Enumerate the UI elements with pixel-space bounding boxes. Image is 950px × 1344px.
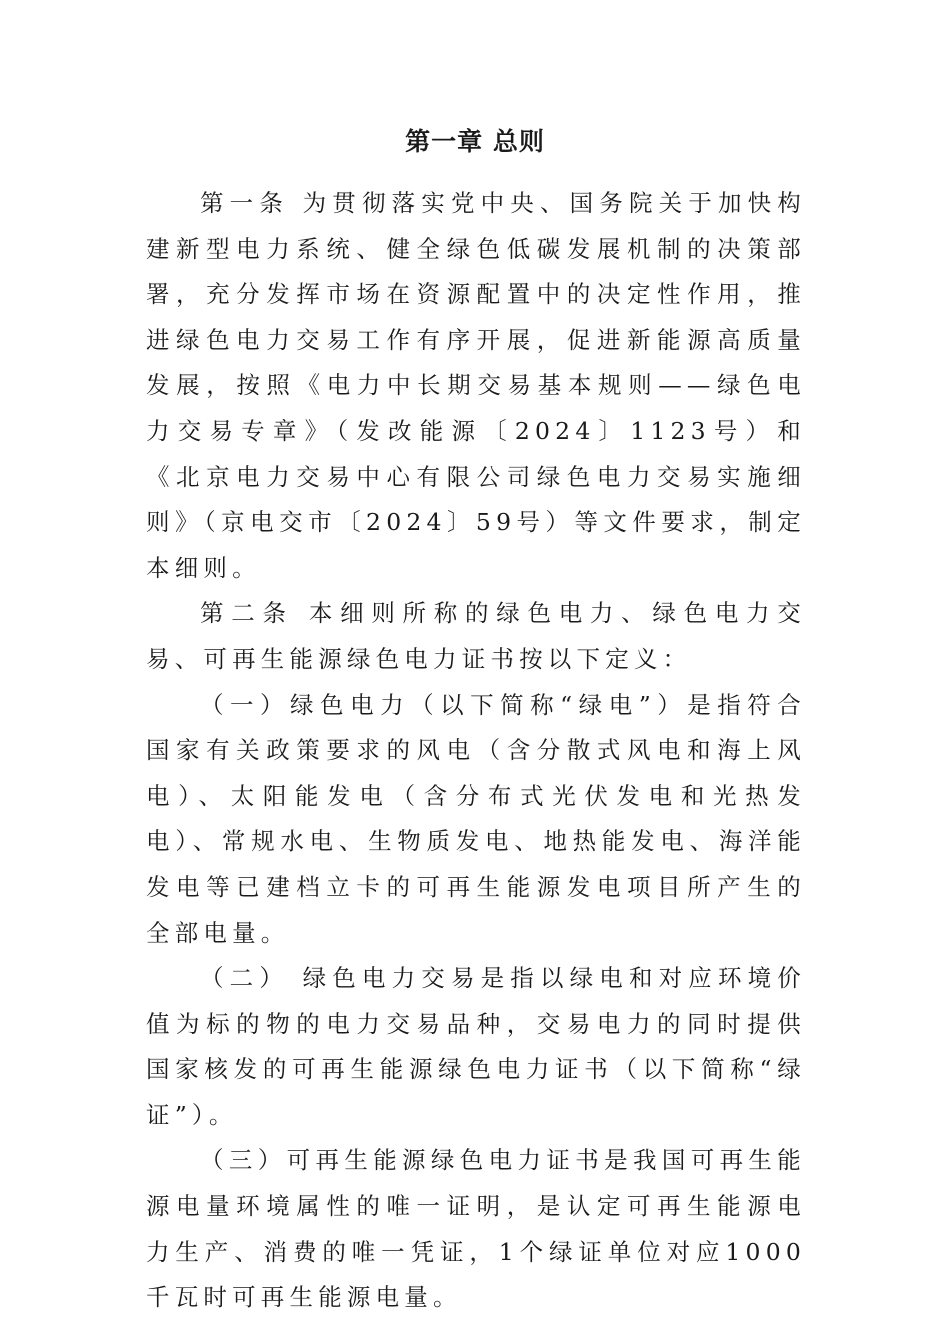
definition-green-electricity: （一）绿色电力（以下简称“绿电”）是指符合国家有关政策要求的风电（含分散式风电和海上风电）、太阳能发电（含分布式光伏发电和光热发电）、常规水电、生物质发电、地热能发电、海洋能发电等已建档立卡的可再生能源发电项目所产生的全部电量。	[146, 690, 806, 947]
chapter-title: 第一章 总则	[405, 127, 545, 156]
definition-green-certificate: （三）可再生能源绿色电力证书是我国可再生能源电量环境属性的唯一证明，是认定可再生能源电力生产、消费的唯一凭证，1个绿证单位对应1000千瓦时可再生能源电量。	[146, 1146, 806, 1312]
article-1-paragraph: 第一条 为贯彻落实党中央、国务院关于加快构建新型电力系统、健全绿色低碳发展机制的决策部署，充分发挥市场在资源配置中的决定性作用，推进绿色电力交易工作有序开展，促进新能源高质量发展，按照《电力中长期交易基本规则——绿色电力交易专章》（发改能源〔2024〕1123号）和《北京电力交易中心有限公司绿色电力交易实施细则》（京电交市〔2024〕59号）等文件要求，制定本细则。	[146, 189, 806, 582]
article-2-paragraph: 第二条 本细则所称的绿色电力、绿色电力交易、可再生能源绿色电力证书按以下定义：	[146, 599, 806, 673]
definition-green-electricity-trading: （二） 绿色电力交易是指以绿电和对应环境价值为标的物的电力交易品种，交易电力的同时提供国家核发的可再生能源绿色电力证书（以下简称“绿证”）。	[146, 964, 806, 1129]
document-body	[146, 181, 806, 1321]
